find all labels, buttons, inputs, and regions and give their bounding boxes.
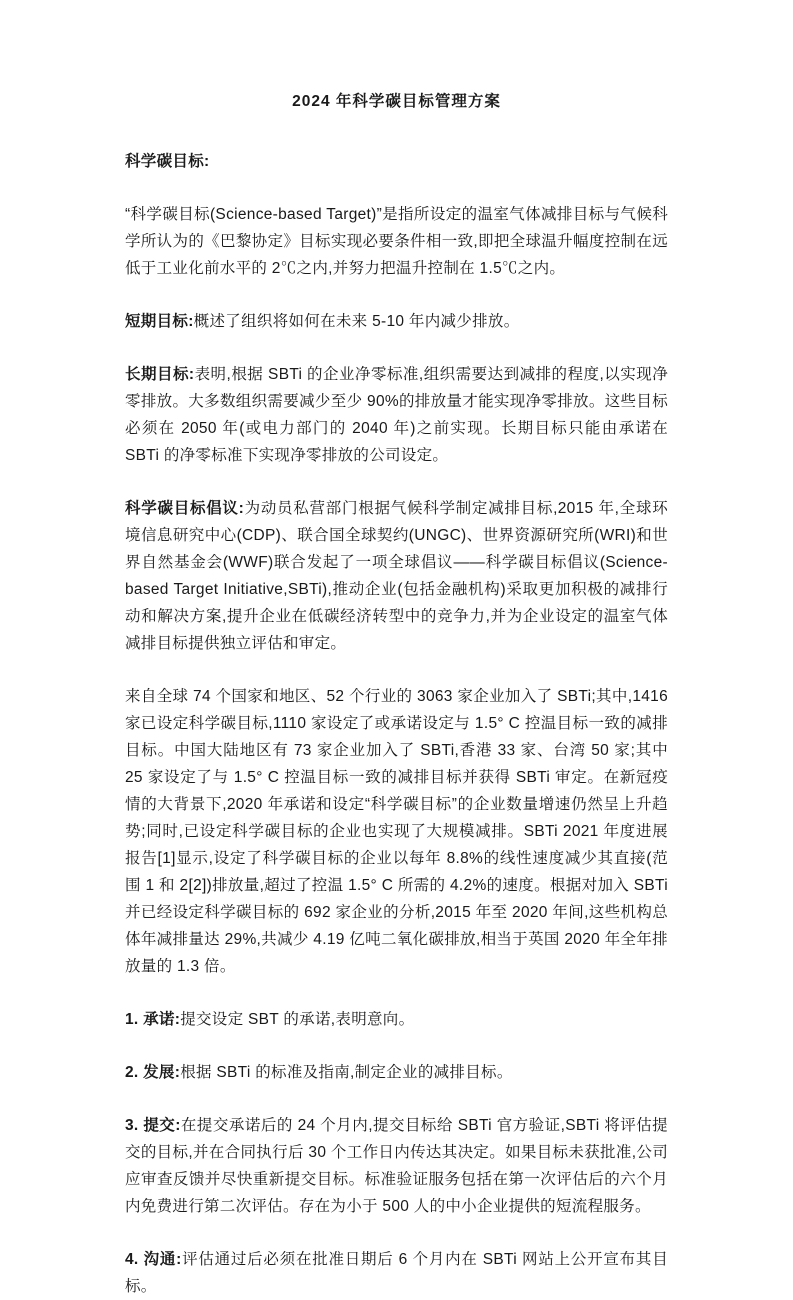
document-title: 2024 年科学碳目标管理方案 bbox=[292, 93, 501, 110]
list-item-label: 2. 发展: bbox=[125, 1064, 181, 1081]
paragraph-text: 来自全球 74 个国家和地区、52 个行业的 3063 家企业加入了 SBTi;其中,1416 家已设定科学碳目标,1110 家设定了或承诺设定与 1.5° C 控温目标一致的减排目标。中国大陆地区有 73 家企业加入了 SBTi,香港 33 家、台湾 50 家;其中 25 家设定了与 1.5° C 控温目标一致的减排目标并获得 SBTi 审定。在新冠疫情的大背景下,2020 年承诺和设定“科学碳目标”的企业数量增速仍然呈上升趋势;同时,已设定科学碳目标的企业也实现了大规模减排。SBTi 2021 年度进展报告[1]显示,设定了科学碳目标的企业以每年 8.8%的线性速度减少其直接(范围 1 和 2[2])排放量,超过了控温 1.5° C 所需的 4.2%的速度。根据对加入 SBTi 并已经设定科学碳目标的 692 家企业的分析,2015 年至 2020 年间,这些机构总体年减排量达 29%,共减少 4.19 亿吨二氧化碳排放,相当于英国 2020 年全年排放量的 1.3 倍。 bbox=[125, 688, 668, 975]
list-item-develop bbox=[125, 1059, 668, 1086]
list-item-communicate bbox=[125, 1246, 668, 1300]
paragraph-short-term-target bbox=[125, 308, 668, 335]
paragraph-lead: 长期目标: bbox=[125, 366, 195, 383]
paragraph-text: 表明,根据 SBTi 的企业净零标准,组织需要达到减排的程度,以实现净零排放。大多数组织需要减少至少 90%的排放量才能实现净零排放。这些目标必须在 2050 年(或电力部门的 2040 年)之前实现。长期目标只能由承诺在 SBTi 的净零标准下实现净零排放的公司设定。 bbox=[125, 366, 669, 464]
paragraph-text: 概述了组织将如何在未来 5-10 年内减少排放。 bbox=[193, 313, 520, 330]
list-item-label: 4. 沟通: bbox=[125, 1251, 182, 1268]
paragraph-text: 为动员私营部门根据气候科学制定减排目标,2015 年,全球环境信息研究中心(CDP)、联合国全球契约(UNGC)、世界资源研究所(WRI)和世界自然基金会(WWF)联合发起了一项全球倡议——科学碳目标倡议(Science-based Target Initiative,SBTi),推动企业(包括金融机构)采取更加积极的减排行动和解决方案,提升企业在低碳经济转型中的竞争力,并为企业设定的温室气体减排目标提供独立评估和审定。 bbox=[125, 500, 669, 652]
list-item-commit bbox=[125, 1006, 668, 1033]
paragraph-lead: 短期目标: bbox=[125, 313, 194, 330]
list-item-text: 评估通过后必须在批准日期后 6 个月内在 SBTi 网站上公开宣布其目标。 bbox=[125, 1251, 668, 1295]
list-item-label: 3. 提交: bbox=[125, 1117, 181, 1134]
list-item-text: 提交设定 SBT 的承诺,表明意向。 bbox=[180, 1011, 415, 1028]
paragraph-statistics bbox=[125, 683, 668, 980]
list-item-text: 在提交承诺后的 24 个月内,提交目标给 SBTi 官方验证,SBTi 将评估提交的目标,并在合同执行后 30 个工作日内传达其决定。如果目标未获批准,公司应审查反馈并尽快重新提交目标。标准验证服务包括在第一次评估后的六个月内免费进行第二次评估。存在为小于 500 人的中小企业提供的短流程服务。 bbox=[125, 1117, 668, 1215]
list-item-text: 根据 SBTi 的标准及指南,制定企业的减排目标。 bbox=[180, 1064, 513, 1081]
paragraph-definition bbox=[125, 201, 668, 282]
paragraph-text: “科学碳目标(Science-based Target)”是指所设定的温室气体减排目标与气候科学所认为的《巴黎协定》目标实现必要条件相一致,即把全球温升幅度控制在远低于工业化前水平的 2℃之内,并努力把温升控制在 1.5℃之内。 bbox=[125, 206, 668, 277]
list-item-submit bbox=[125, 1112, 668, 1220]
list-item-label: 1. 承诺: bbox=[125, 1011, 181, 1028]
heading-label: 科学碳目标: bbox=[125, 153, 210, 170]
paragraph-sbti-initiative bbox=[125, 495, 668, 657]
paragraph-lead: 科学碳目标倡议: bbox=[125, 500, 245, 517]
section-heading-science-carbon-target bbox=[125, 148, 668, 175]
paragraph-long-term-target bbox=[125, 361, 668, 469]
